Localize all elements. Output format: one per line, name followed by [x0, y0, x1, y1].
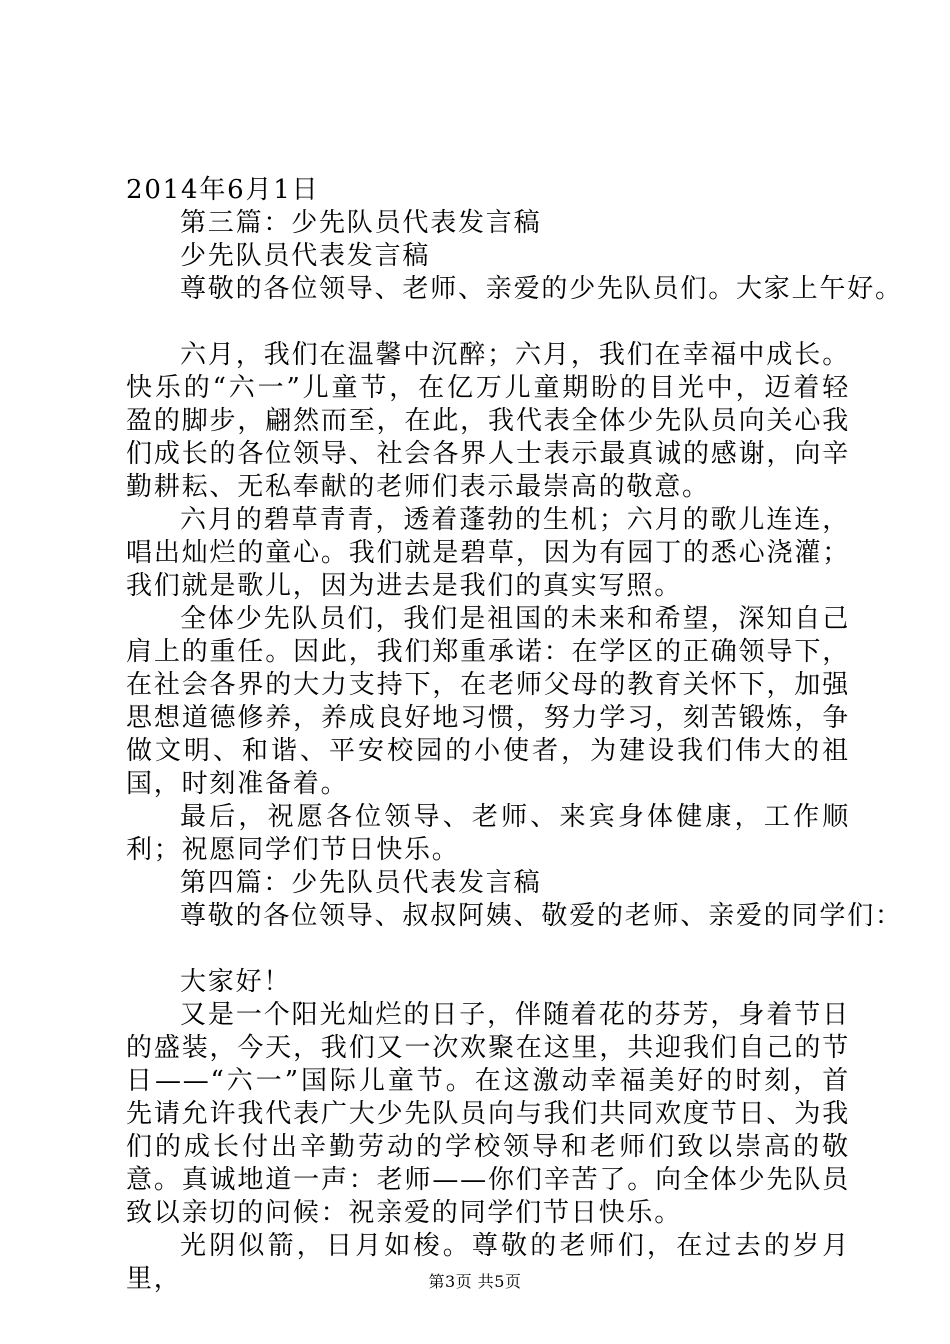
section3-paragraph-4: 最后，祝愿各位领导、老师、来宾身体健康，工作顺利；祝愿同学们节日快乐。: [126, 802, 850, 865]
section4-heading: 第四篇：少先队员代表发言稿: [180, 868, 542, 898]
page-footer: 第3页 共5页: [428, 1272, 522, 1291]
section3-greeting: 尊敬的各位领导、老师、亲爱的少先队员们。大家上午好。: [180, 274, 903, 304]
section4-paragraph-2: 光阴似箭，日月如梭。尊敬的老师们，在过去的岁月里，: [126, 1231, 850, 1294]
section3-paragraph-3: 全体少先队员们，我们是祖国的未来和希望，深知自己肩上的重任。因此，我们郑重承诺：在学区的正确领导下，在社会各界的大力支持下，在老师父母的教育关怀下，加强思想道德修养，养成良好地习惯，努力学习，刻苦锻炼，争做文明、和谐、平安校园的小使者，为建设我们伟大的祖国，时刻准备着。: [126, 604, 850, 799]
section4-paragraph-1: 又是一个阳光灿烂的日子，伴随着花的芬芳，身着节日的盛装，今天，我们又一次欢聚在这里，共迎我们自己的节日——“六一”国际儿童节。在这激动幸福美好的时刻，首先请允许我代表广大少先队员向与我们共同欢度节日、为我们的成长付出辛勤劳动的学校领导和老师们致以崇高的敬意。真诚地道一声：老师——你们辛苦了。向全体少先队员致以亲切的问候：祝亲爱的同学们节日快乐。: [126, 1000, 850, 1228]
date-line: 2014年6月1日: [126, 175, 320, 205]
section4-greeting: 尊敬的各位领导、叔叔阿姨、敬爱的老师、亲爱的同学们：: [180, 901, 903, 931]
section4-salutation: 大家好！: [180, 967, 292, 997]
section3-paragraph-1: 六月，我们在温馨中沉醉；六月，我们在幸福中成长。快乐的“六一”儿童节，在亿万儿童期盼的目光中，迈着轻盈的脚步，翩然而至，在此，我代表全体少先队员向关心我们成长的各位领导、社会各界人士表示最真诚的感谢，向辛勤耕耘、无私奉献的老师们表示最崇高的敬意。: [126, 340, 850, 502]
blank-line: [126, 306, 850, 339]
blank-line: [126, 933, 850, 966]
section3-title: 少先队员代表发言稿: [180, 241, 431, 271]
section3-heading: 第三篇：少先队员代表发言稿: [180, 208, 542, 238]
section3-paragraph-2: 六月的碧草青青，透着蓬勃的生机；六月的歌儿连连，唱出灿烂的童心。我们就是碧草，因为有园丁的悉心浇灌；我们就是歌儿，因为进去是我们的真实写照。: [126, 505, 850, 601]
